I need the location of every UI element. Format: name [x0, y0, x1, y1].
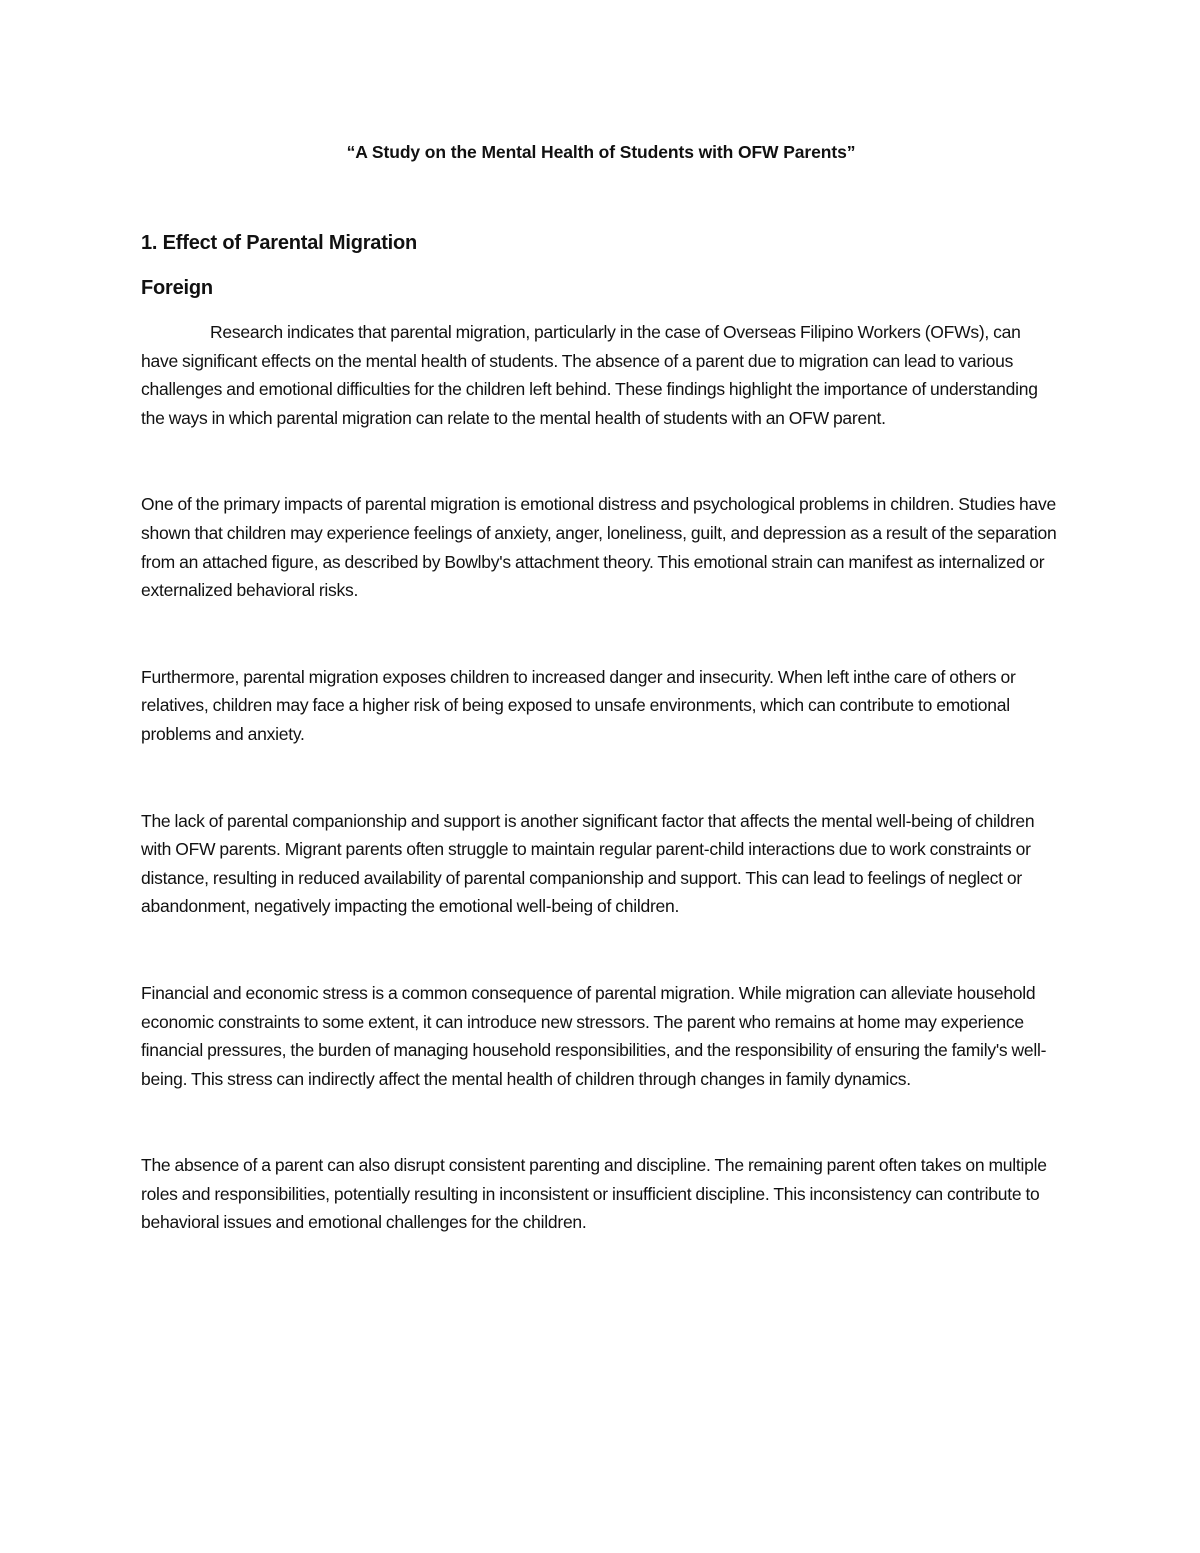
paragraph-5: Financial and economic stress is a common consequence of parental migration. While migration can alleviate household economic constraints to some extent, it can introduce new stressors. The parent who remains at home may experience financial pressures, the burden of managing household responsibilities, and the responsibility of ensuring the family's well-being. This stress can indirectly affect the mental health of children through changes in family dynamics.: [141, 982, 1047, 1089]
document-title: “A Study on the Mental Health of Students with OFW Parents”: [346, 142, 856, 162]
paragraph-6: The absence of a parent can also disrupt consistent parenting and discipline. The remaining parent often takes on multiple roles and responsibilities, potentially resulting in inconsistent or insufficient discipline. This inconsistency can contribute to behavioral issues and emotional challenges for the children.: [141, 1155, 1047, 1233]
paragraph-4: The lack of parental companionship and support is another significant factor that affects the mental well-being of children with OFW parents. Migrant parents often struggle to maintain regular parent-child interactions due to work constraints or distance, resulting in reduced availability of parental companionship and support. This can lead to feelings of neglect or abandonment, negatively impacting the emotional well-being of children.: [141, 810, 1035, 917]
subheading-foreign: Foreign: [141, 277, 213, 299]
section-heading: 1. Effect of Parental Migration: [141, 232, 418, 254]
paragraph-2: One of the primary impacts of parental migration is emotional distress and psychological problems in children. Studies have shown that children may experience feelings of anxiety, anger, loneliness, guilt, and depression as a result of the separation from an attached figure, as described by Bowlby's attachment theory. This emotional strain can manifest as internalized or externalized behavioral risks.: [141, 494, 1057, 601]
paragraph-3: Furthermore, parental migration exposes children to increased danger and insecurity. When left inthe care of others or relatives, children may face a higher risk of being exposed to unsafe environments, which can contribute to emotional problems and anxiety.: [141, 666, 1016, 744]
paragraph-1: Research indicates that parental migration, particularly in the case of Overseas Filipino Workers (OFWs), can have significant effects on the mental health of students. The absence of a parent due to migration can lead to various challenges and emotional difficulties for the children left behind. These findings highlight the importance of understanding the ways in which parental migration can relate to the mental health of students with an OFW parent.: [141, 322, 1038, 428]
document-body: [141, 138, 1061, 1237]
